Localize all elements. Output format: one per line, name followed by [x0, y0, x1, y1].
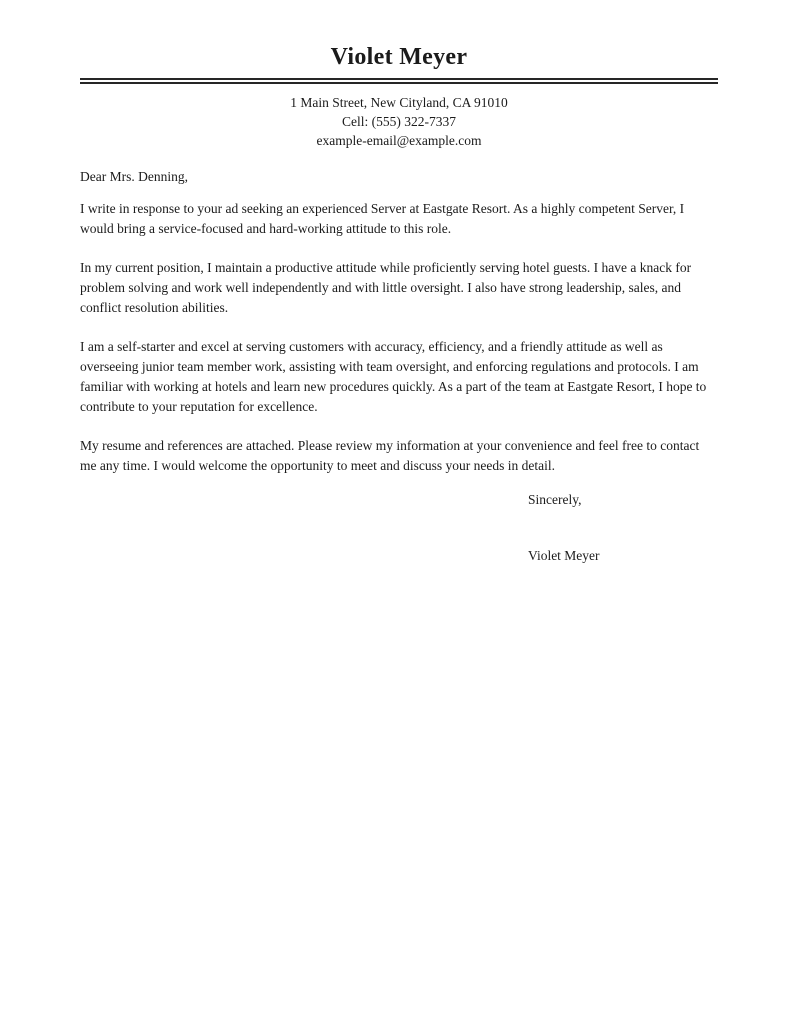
body-paragraph: My resume and references are attached. Please review my information at your convenience and feel free to contact me any time. I would welcome the opportunity to meet and discuss your needs in detail. — [80, 438, 700, 473]
signature-name: Violet Meyer — [528, 548, 600, 563]
body-paragraph: I am a self-starter and excel at serving customers with accuracy, efficiency, and a friendly attitude as well as overseeing junior team member work, assisting with team oversight, and enforcing regulations and protocols. I am familiar with working at hotels and learn new procedures quickly. As a part of the team at Eastgate Resort, I hope to contribute to your reputation for excellence. — [80, 339, 707, 414]
contact-address: 1 Main Street, New Cityland, CA 91010 — [290, 95, 508, 110]
letter-body — [80, 167, 718, 566]
letter-header — [80, 42, 718, 150]
body-paragraph: In my current position, I maintain a productive attitude while proficiently serving hotel guests. I have a knack for problem solving and work well independently and with little oversight. I also have strong leadership, sales, and conflict resolution abilities. — [80, 260, 692, 315]
closing: Sincerely, — [528, 492, 582, 507]
contact-email: example-email@example.com — [316, 133, 482, 148]
sender-name: Violet Meyer — [330, 44, 468, 70]
header-double-rule — [80, 78, 718, 84]
contact-block — [80, 93, 718, 150]
body-paragraph: I write in response to your ad seeking an experienced Server at Eastgate Resort. As a highly competent Server, I would bring a service-focused and hard-working attitude to this role. — [80, 201, 685, 236]
salutation: Dear Mrs. Denning, — [80, 169, 188, 184]
contact-phone: Cell: (555) 322-7337 — [342, 114, 456, 129]
